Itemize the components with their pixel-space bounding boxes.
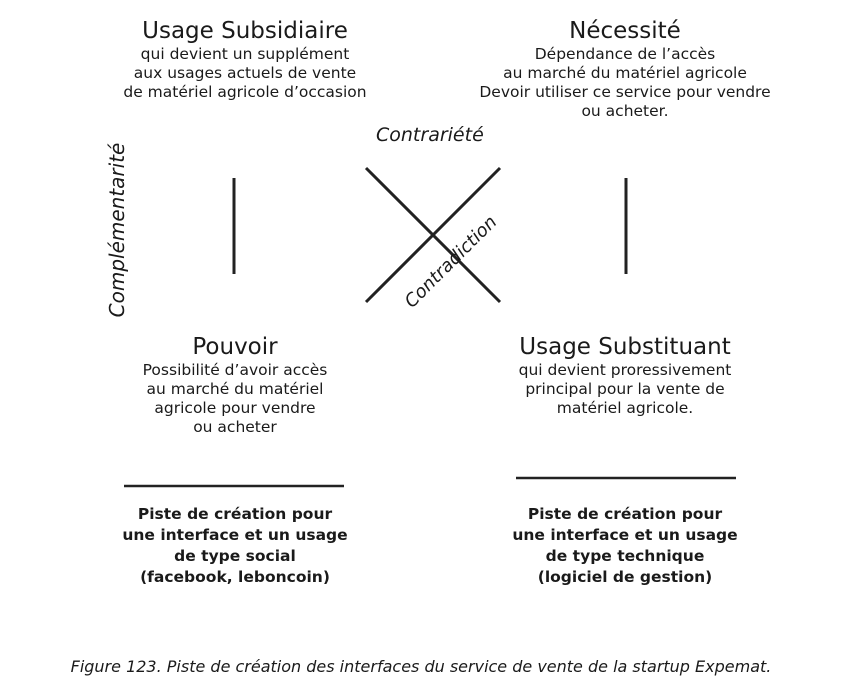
usage-substituant-block [470,334,780,418]
necessite-line: ou acheter. [581,102,669,120]
social-track-line: Piste de création pour [137,505,333,523]
usage-subsidiaire-line: aux usages actuels de vente [133,64,357,82]
social-track-line: de type social [174,547,296,565]
technical-track-block [480,504,770,588]
technical-track-line: (logiciel de gestion) [537,568,713,586]
usage-subsidiaire-line: de matériel agricole d’occasion [123,83,367,101]
necessite-line: Devoir utiliser ce service pour vendre [479,83,771,101]
necessite-line: au marché du matériel agricole [503,64,747,82]
usage-substituant-line: qui devient proressivement [518,361,732,379]
pouvoir-line: agricole pour vendre [154,399,316,417]
social-track-line: (facebook, leboncoin) [140,568,330,586]
necessite-block [440,18,810,121]
figure-caption: Figure 123. Piste de création des interfaces du service de vente de la startup Expemat. [70,657,772,676]
pouvoir-block [90,334,380,437]
pouvoir-line: ou acheter [193,418,277,436]
technical-track-line: une interface et un usage [512,526,738,544]
pouvoir-line: Possibilité d’avoir accès [142,361,328,379]
pouvoir-title: Pouvoir [192,334,278,360]
necessite-title: Nécessité [569,18,681,44]
usage-substituant-line: principal pour la vente de [525,380,725,398]
contrariete-label: Contrariété [376,124,484,146]
pouvoir-line: au marché du matériel [146,380,324,398]
complementarite-label: Complémentarité [105,142,129,318]
social-track-block [90,504,380,588]
technical-track-line: Piste de création pour [527,505,723,523]
contradiction-label: Contradiction [400,211,502,313]
usage-subsidiaire-line: qui devient un supplément [140,45,350,63]
usage-subsidiaire-title: Usage Subsidiaire [142,18,348,44]
social-track-line: une interface et un usage [122,526,348,544]
technical-track-line: de type technique [545,547,705,565]
usage-substituant-title: Usage Substituant [519,334,731,360]
usage-substituant-line: matériel agricole. [556,399,694,417]
usage-subsidiaire-block [60,18,430,102]
necessite-line: Dépendance de l’accès [534,45,716,63]
